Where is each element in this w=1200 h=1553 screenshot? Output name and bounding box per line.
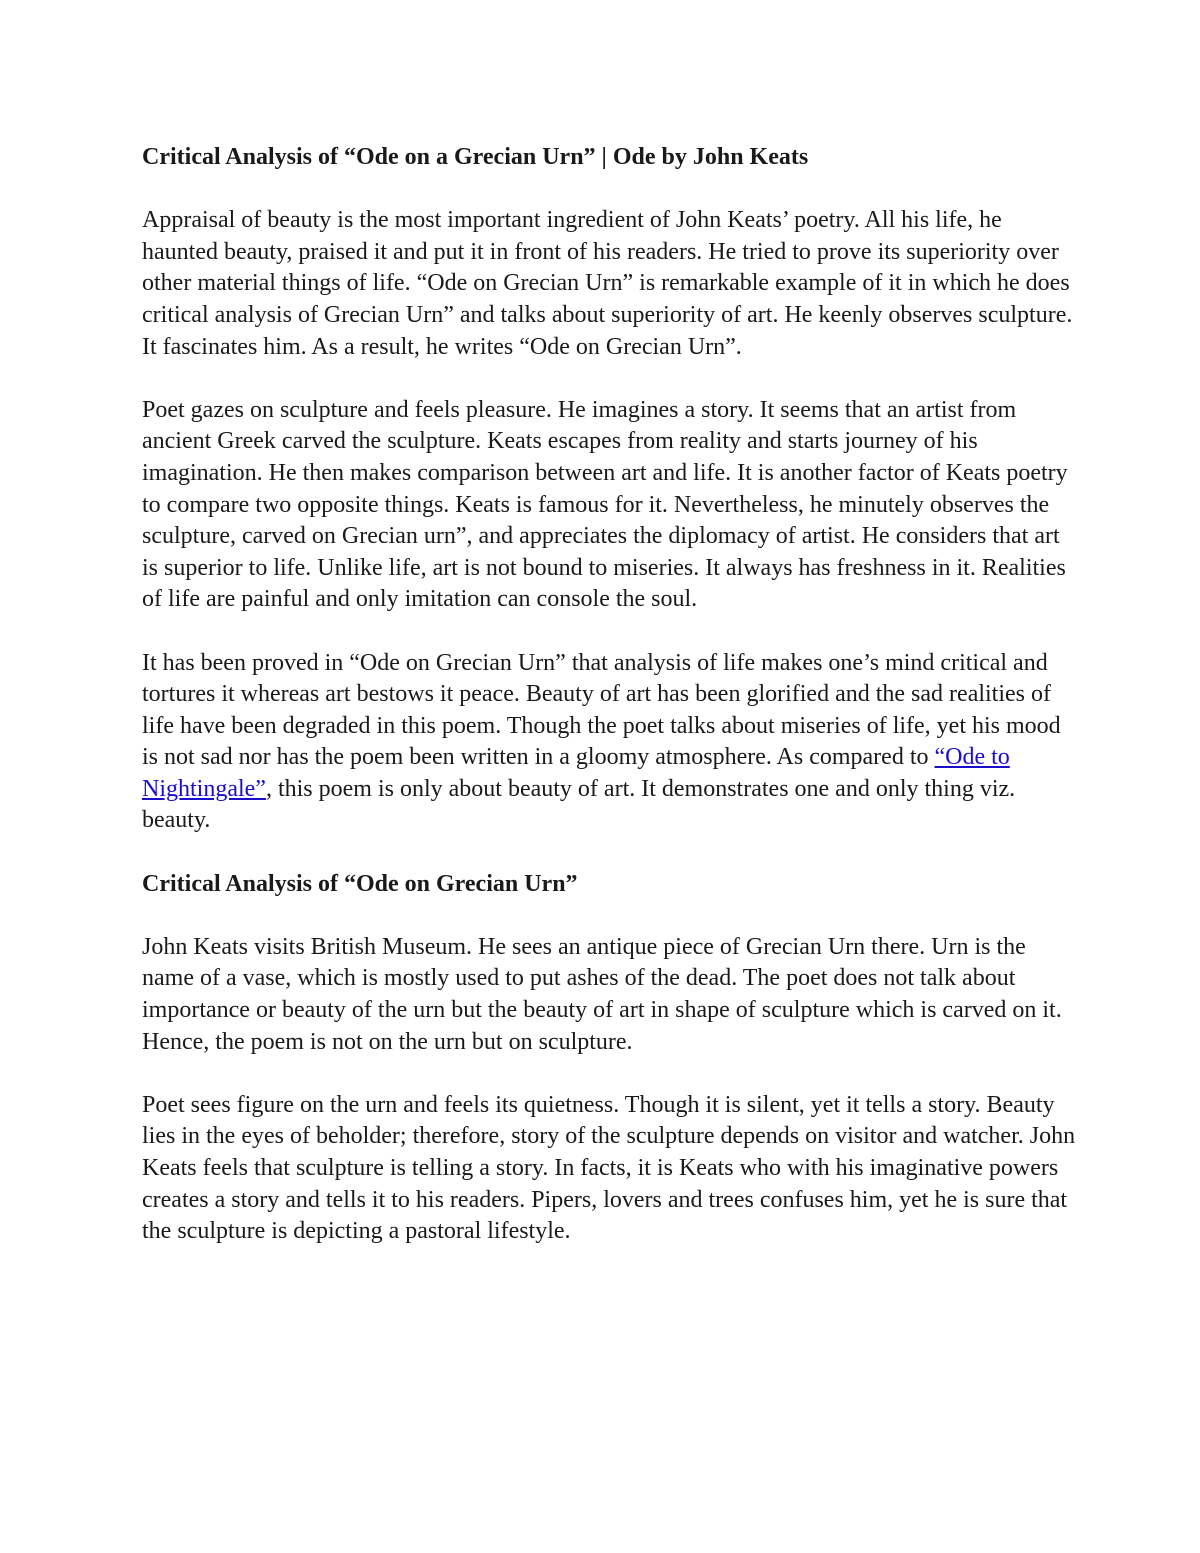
paragraph-poet-gazes: Poet gazes on sculpture and feels pleasure. He imagines a story. It seems that an artist from ancient Greek carved the sculpture. Keats escapes from reality and starts journey of his imagination. He then makes comparison between art and life. It is another factor of Keats poetry to compare two opposite things. Keats is famous for it. Nevertheless, he minutely observes the sculpture, carved on Grecian urn”, and appreciates the diplomacy of artist. He considers that art is superior to life. Unlike life, art is not bound to miseries. It always has freshness in it. Realities of life are painful and only imitation can console the soul.: [142, 396, 1068, 613]
spacer: [142, 1058, 1077, 1090]
spacer: [142, 174, 1077, 206]
paragraph-proved-text-after: , this poem is only about beauty of art. It demonstrates one and only thing viz. beauty.: [142, 775, 1016, 834]
section-subheading: Critical Analysis of “Ode on Grecian Urn”: [142, 870, 578, 897]
spacer: [142, 616, 1077, 648]
paragraph-intro: Appraisal of beauty is the most important ingredient of John Keats’ poetry. All his life, he haunted beauty, praised it and put it in front of his readers. He tried to prove its superiority over other material things of life. “Ode on Grecian Urn” is remarkable example of it in which he does critical analysis of Grecian Urn” and talks about superiority of art. He keenly observes sculpture. It fascinates him. As a result, he writes “Ode on Grecian Urn”.: [142, 207, 1073, 360]
ode-to-nightingale-link[interactable]: “Ode to Nightingale”: [142, 744, 1010, 802]
paragraph-proved: [142, 648, 1077, 838]
spacer: [142, 900, 1077, 932]
document-body: [142, 142, 1077, 1248]
paragraph-museum: John Keats visits British Museum. He sees an antique piece of Grecian Urn there. Urn is the name of a vase, which is mostly used to put ashes of the dead. The poet does not talk about importance or beauty of the urn but the beauty of art in shape of sculpture which is carved on it. Hence, the poem is not on the urn but on sculpture.: [142, 933, 1062, 1055]
spacer: [142, 837, 1077, 869]
paragraph-figure: Poet sees figure on the urn and feels its quietness. Though it is silent, yet it tells a story. Beauty lies in the eyes of beholder; therefore, story of the sculpture depends on visitor and watcher. John Keats feels that sculpture is telling a story. In facts, it is Keats who with his imaginative powers creates a story and tells it to his readers. Pipers, lovers and trees confuses him, yet he is sure that the sculpture is depicting a pastoral lifestyle.: [142, 1091, 1076, 1245]
document-title: Critical Analysis of “Ode on a Grecian Urn” | Ode by John Keats: [142, 144, 809, 170]
spacer: [142, 363, 1077, 395]
paragraph-proved-text-before: It has been proved in “Ode on Grecian Urn” that analysis of life makes one’s mind critical and tortures it whereas art bestows it peace. Beauty of art has been glorified and the sad realities of life have been degraded in this poem. Though the poet talks about miseries of life, yet his mood is not sad nor has the poem been written in a gloomy atmosphere. As compared to: [142, 649, 1061, 771]
